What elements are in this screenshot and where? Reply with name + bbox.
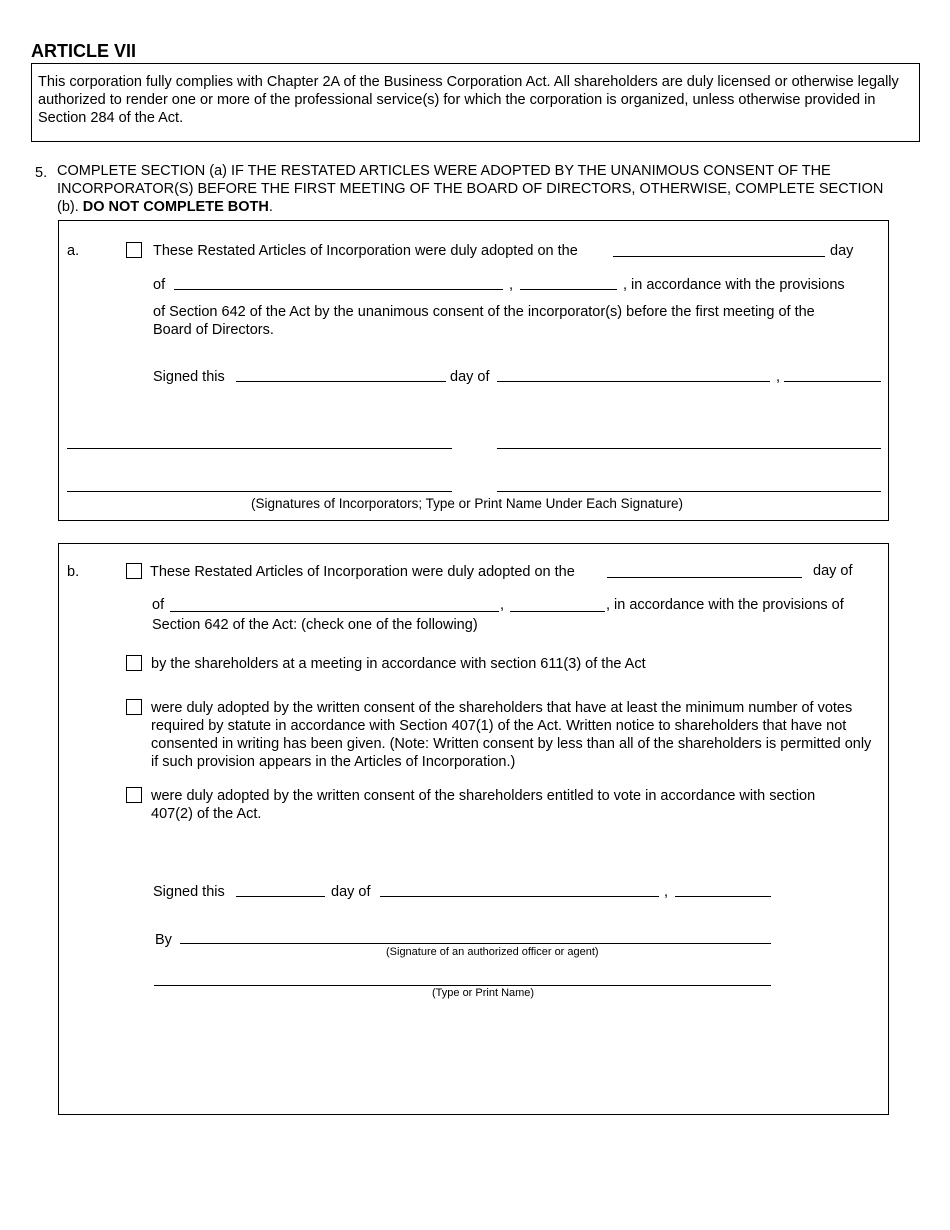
section-a-signed-this: Signed this [153, 369, 225, 385]
section-a-comma: , [509, 277, 514, 293]
item-number: 5. [35, 165, 48, 181]
section-b-signed-day-of: day of [331, 884, 371, 900]
section-a-section-text: of Section 642 of the Act by the unanimous consent of the incorporator(s) before the first meeting of the Board of Directors. [153, 304, 815, 338]
section-b-year-field[interactable] [510, 611, 605, 612]
officer-signature-caption: (Signature of an authorized officer or agent) [386, 946, 599, 958]
section-b-signed-year-field[interactable] [675, 896, 771, 897]
section-b-provisions-text: , in accordance with the provisions of [606, 597, 844, 613]
article-body: This corporation fully complies with Chapter 2A of the Business Corporation Act. All shareholders are duly licensed or otherwise legally authorized to render one or more of the professional service(s) for which the corporation is organized, unless otherwise provided in Section 284 of the Act. [38, 74, 899, 126]
section-a-month-field[interactable] [174, 289, 503, 290]
article-heading: ARTICLE VII [31, 41, 137, 61]
section-a-adopted-day-field[interactable] [613, 256, 825, 257]
section-a-year-field[interactable] [520, 289, 617, 290]
section-a-day-of: day of [450, 369, 490, 385]
section-b-signed-comma: , [664, 884, 669, 900]
option-written-consent-minimum-checkbox[interactable] [126, 699, 142, 715]
section-b-adopted-text: These Restated Articles of Incorporation were duly adopted on the [150, 564, 575, 580]
section-b-checkbox[interactable] [126, 563, 142, 579]
section-b-day-of-text: day of [813, 563, 853, 579]
option-written-consent-minimum-text: were duly adopted by the written consent of the shareholders that have at least the minimum number of votes required by statute in accordance with Section 407(1) of the Act. Written notice to shareholders that have not consented in writing has been given. (Note: Written consent by less than all of the shareholders is permitted only if such provision appears in the Articles of Incorporation.) [151, 700, 872, 770]
section-a-signed-month-field[interactable] [497, 381, 770, 382]
option-meeting-checkbox[interactable] [126, 655, 142, 671]
by-label: By [155, 932, 172, 948]
section-b-adopted-day-field[interactable] [607, 577, 802, 578]
option-written-consent-all-text: were duly adopted by the written consent of the shareholders entitled to vote in accordance with section 407(2) of the Act. [151, 788, 816, 822]
incorporator-signature-line-3[interactable] [67, 491, 452, 492]
option-written-consent-all-checkbox[interactable] [126, 787, 142, 803]
incorporator-signature-line-1[interactable] [67, 448, 452, 449]
section-a-label: a. [67, 243, 80, 259]
option-meeting-text: by the shareholders at a meeting in accordance with section 611(3) of the Act [151, 656, 646, 672]
section-a-signed-comma: , [776, 369, 781, 385]
instruction-text: COMPLETE SECTION (a) IF THE RESTATED ARTICLES WERE ADOPTED BY THE UNANIMOUS CONSENT OF THE INCORPORATOR(S) BEFORE THE FIRST MEETING OF THE BOARD OF DIRECTORS, OTHERWISE, COMPLETE SECTION (b). [57, 163, 884, 215]
incorporators-caption: (Signatures of Incorporators; Type or Print Name Under Each Signature) [251, 496, 683, 511]
section-b-comma: , [500, 597, 505, 613]
section-b-month-field[interactable] [170, 611, 499, 612]
section-a-day-text: day [830, 243, 854, 259]
item5-instruction [57, 162, 897, 216]
section-b-signed-month-field[interactable] [380, 896, 659, 897]
printed-name-line[interactable] [154, 985, 771, 986]
incorporator-signature-line-4[interactable] [497, 491, 881, 492]
section-a-checkbox[interactable] [126, 242, 142, 258]
section-b-of-text: of [152, 597, 165, 613]
section-a-signed-day-field[interactable] [236, 381, 446, 382]
section-b-section-text: Section 642 of the Act: (check one of the following) [152, 617, 478, 633]
section-b-signed-this: Signed this [153, 884, 225, 900]
section-a-of-text: of [153, 277, 166, 293]
instruction-bold: DO NOT COMPLETE BOTH [82, 199, 269, 215]
section-a-provisions-text: , in accordance with the provisions [623, 277, 845, 293]
officer-signature-line[interactable] [180, 943, 771, 944]
section-a-adopted-text: These Restated Articles of Incorporation were duly adopted on the [153, 243, 578, 259]
incorporator-signature-line-2[interactable] [497, 448, 881, 449]
printed-name-caption: (Type or Print Name) [432, 987, 535, 999]
section-a-signed-year-field[interactable] [784, 381, 881, 382]
section-b-signed-day-field[interactable] [236, 896, 325, 897]
section-b-label: b. [67, 564, 80, 580]
instruction-end: . [268, 199, 273, 215]
